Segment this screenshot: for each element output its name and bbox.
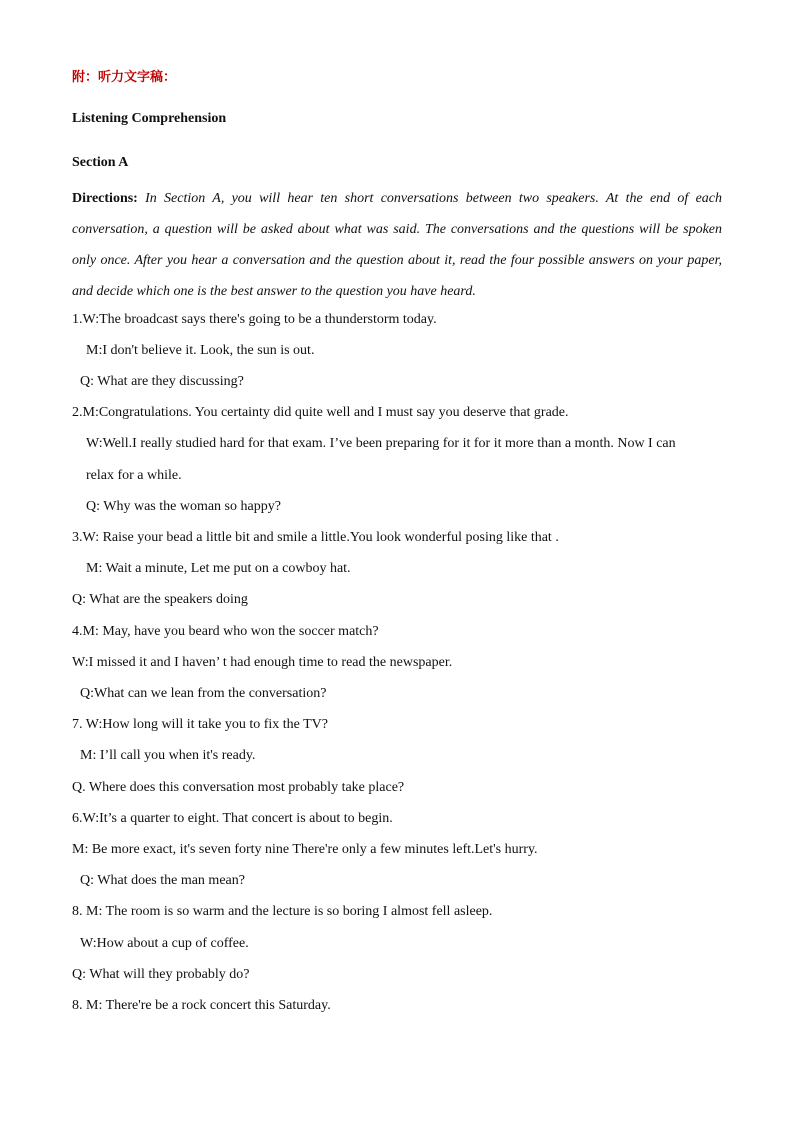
transcript-line: W:I missed it and I haven’ t had enough time to read the newspaper.	[72, 655, 453, 670]
transcript-line: 2.M:Congratulations. You certainty did quite well and I must say you deserve that grade.	[72, 405, 569, 420]
transcript-line: relax for a while.	[86, 468, 182, 483]
transcript-line: M: I’ll call you when it's ready.	[80, 748, 256, 763]
transcript-line: M: Be more exact, it's seven forty nine There're only a few minutes left.Let's hurry.	[72, 842, 538, 857]
transcript-line: Q: Why was the woman so happy?	[86, 499, 281, 514]
transcript-line: 6.W:It’s a quarter to eight. That concert is about to begin.	[72, 811, 393, 826]
transcript-line: Q:What can we lean from the conversation?	[80, 686, 327, 701]
transcript-line: 1.W:The broadcast says there's going to be a thunderstorm today.	[72, 312, 437, 327]
transcript-line: Q: What will they probably do?	[72, 967, 250, 982]
transcript-line: Q. Where does this conversation most probably take place?	[72, 780, 405, 795]
directions-text: In Section A, you will hear ten short conversations between two speakers. At the end of each conversation, a question will be asked about what was said. The conversations and the questions will be spoken only once. After you hear a conversation and the question about it, read the four possible answers on your paper, and decide which one is the best answer to the question you have heard.	[72, 191, 723, 299]
transcript-line: Q: What does the man mean?	[80, 873, 245, 888]
transcript-line: 4.M: May, have you beard who won the soccer match?	[72, 624, 379, 639]
directions-paragraph	[72, 183, 722, 307]
transcript-line: 8. M: The room is so warm and the lecture is so boring I almost fell asleep.	[72, 904, 493, 919]
section-heading: Section A	[72, 155, 129, 170]
main-heading: Listening Comprehension	[72, 111, 227, 126]
transcript-line: 8. M: There're be a rock concert this Saturday.	[72, 998, 331, 1013]
transcript-line: W:Well.I really studied hard for that exam. I’ve been preparing for it for it more than a month. Now I can	[86, 436, 676, 451]
transcript-line: W:How about a cup of coffee.	[80, 936, 249, 951]
directions-label: Directions:	[72, 191, 138, 206]
transcript-line: 7. W:How long will it take you to fix the TV?	[72, 717, 328, 732]
transcript-line: 3.W: Raise your bead a little bit and smile a little.You look wonderful posing like that .	[72, 530, 559, 545]
transcript-line: Q: What are they discussing?	[80, 374, 244, 389]
transcript-line: Q: What are the speakers doing	[72, 592, 248, 607]
transcript-line: M: Wait a minute, Let me put on a cowboy hat.	[86, 561, 351, 576]
appendix-title: 附：听力文字稿：	[72, 70, 177, 85]
transcript-line: M:I don't believe it. Look, the sun is out.	[86, 343, 315, 358]
